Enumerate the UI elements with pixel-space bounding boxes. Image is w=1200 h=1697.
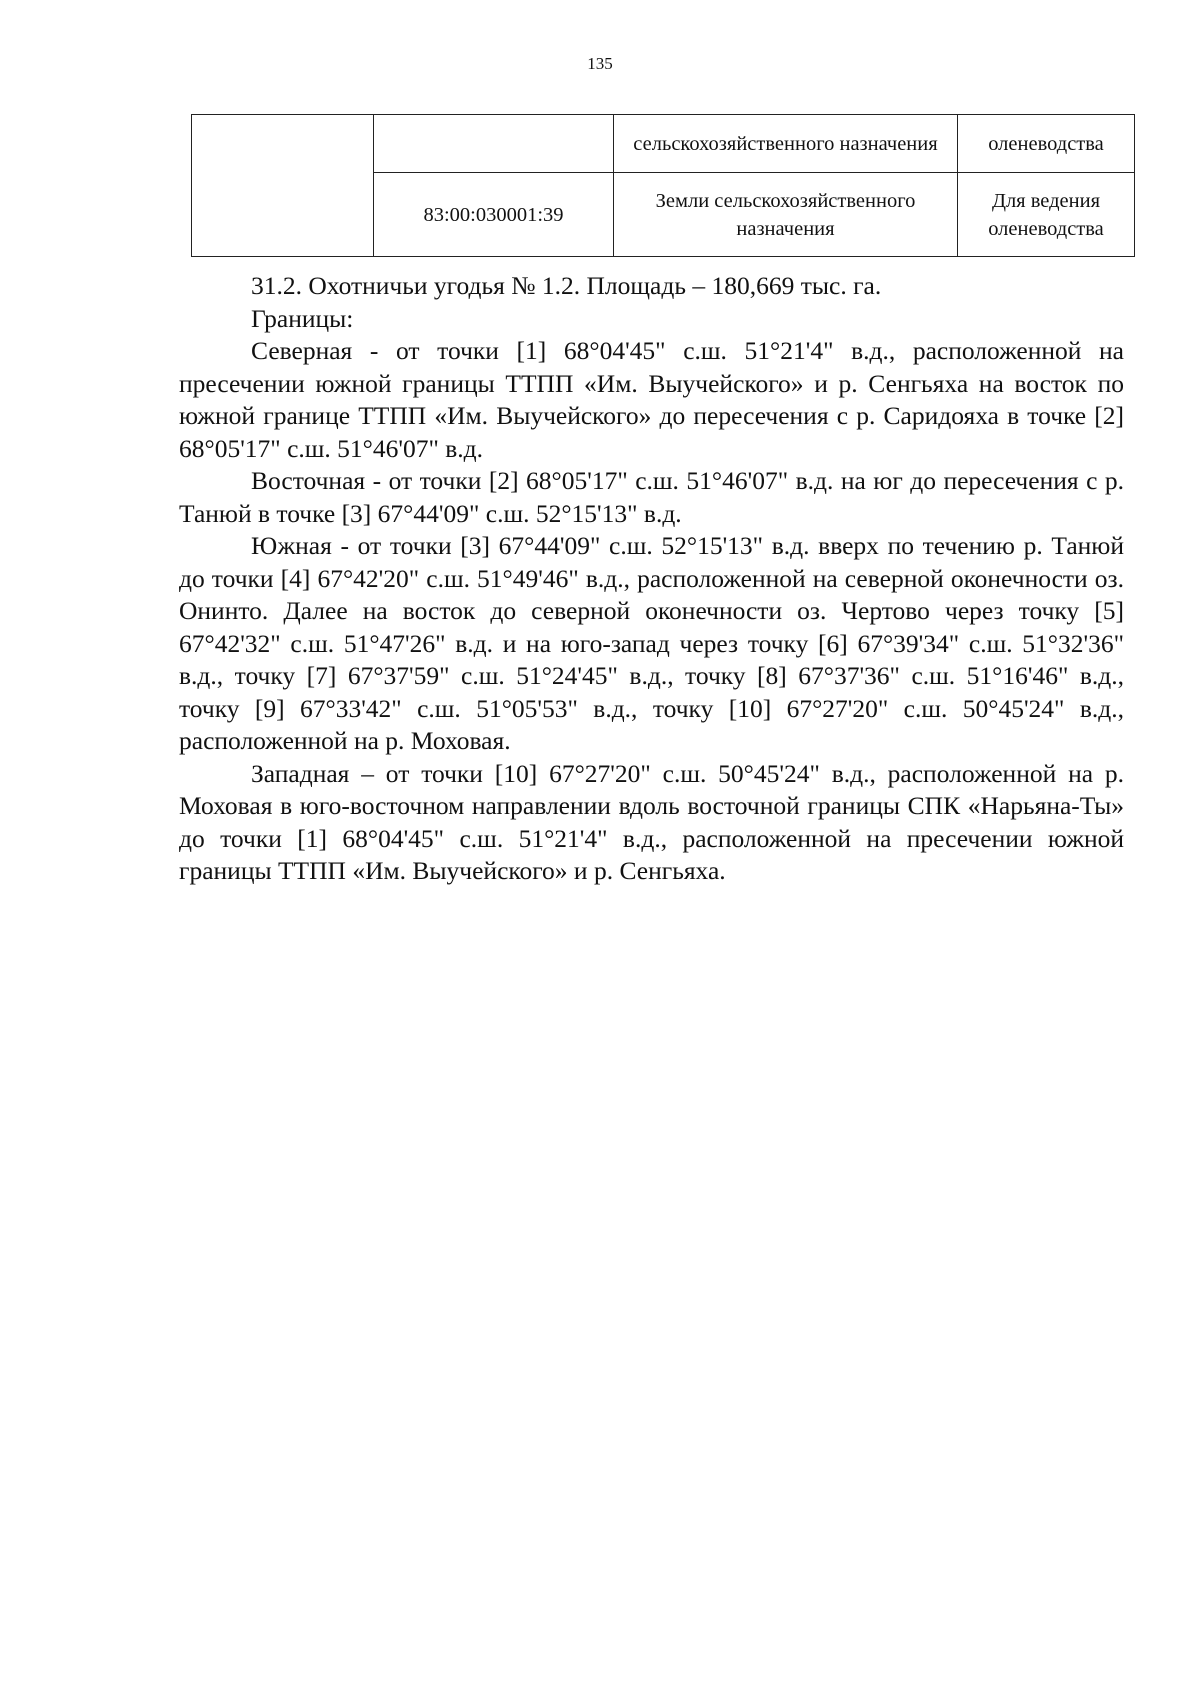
table-cell-empty	[192, 115, 374, 257]
land-plots-table-continuation	[191, 114, 1135, 257]
table-cell-land-category: Земли сельскохозяйственного назначения	[614, 173, 958, 257]
table-cell-permitted-use: оленеводства	[958, 115, 1135, 173]
border-west-paragraph: Западная – от точки [10] 67°27'20" с.ш. 50°45'24" в.д., расположенной на р. Моховая в юго-восточном направлении вдоль восточной границы СПК «Нарьяна-Ты» до точки [1] 68°04'45" с.ш. 51°21'4" в.д., расположенной на пресечении южной границы ТТПП «Им. Выучейского» и р. Сенгьяха.	[179, 758, 1124, 885]
table-cell-cadastral-number: 83:00:030001:39	[374, 173, 614, 257]
table-cell-permitted-use: Для ведения оленеводства	[958, 173, 1135, 257]
border-north-paragraph: Северная - от точки [1] 68°04'45" с.ш. 51°21'4" в.д., расположенной на пресечении южной границы ТТПП «Им. Выучейского» и р. Сенгьяха на восток по южной границе ТТПП «Им. Выучейского» до пересечения с р. Саридояха в точке [2] 68°05'17" с.ш. 51°46'07" в.д.	[179, 336, 1124, 463]
border-south-paragraph: Южная - от точки [3] 67°44'09" с.ш. 52°15'13" в.д. вверх по течению р. Танюй до точки [4] 67°42'20" с.ш. 51°49'46" в.д., расположенной на северной оконечности оз. Онинто. Далее на восток до северной оконечности оз. Чертово через точку [5] 67°42'32" с.ш. 51°47'26" в.д. и на юго-запад через точку [6] 67°39'34" с.ш. 51°32'36" в.д., точку [7] 67°37'59" с.ш. 51°24'45" в.д., точку [8] 67°37'36" с.ш. 51°16'46" в.д., точку [9] 67°33'42" с.ш. 51°05'53" в.д., точку [10] 67°27'20" с.ш. 50°45'24" в.д., расположенной на р. Моховая.	[179, 531, 1124, 755]
border-east-paragraph: Восточная - от точки [2] 68°05'17" с.ш. 51°46'07" в.д. на юг до пересечения с р. Танюй в точке [3] 67°44'09" с.ш. 52°15'13" в.д.	[179, 466, 1124, 528]
page-number: 135	[587, 54, 613, 73]
table-row	[192, 115, 1135, 173]
table-cell-cadastral-empty	[374, 115, 614, 173]
table-cell-land-category: сельскохозяйственного назначения	[614, 115, 958, 173]
section-heading: 31.2. Охотничьи угодья № 1.2. Площадь – 180,669 тыс. га.	[251, 271, 882, 300]
borders-label: Границы:	[251, 303, 354, 333]
section-content	[179, 270, 1124, 888]
